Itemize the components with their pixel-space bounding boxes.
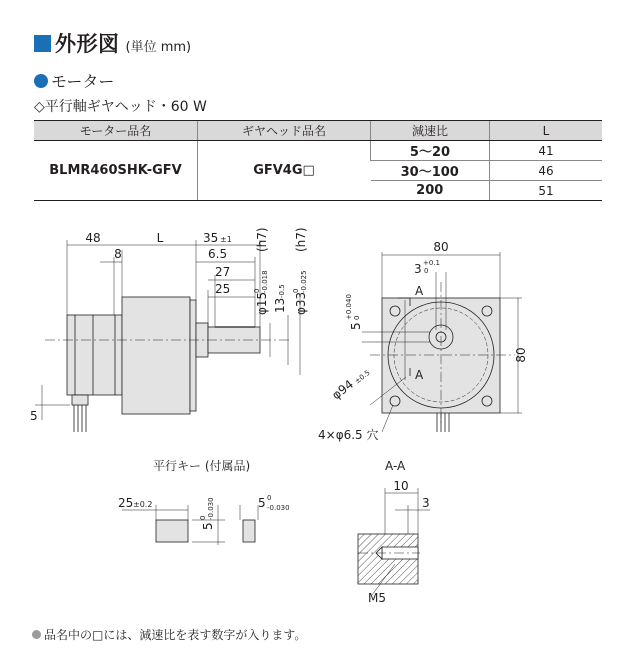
dim-35-tol: ±1 [220, 235, 232, 244]
gearhead-body [122, 297, 190, 414]
section-dim-3: 3 [422, 496, 430, 510]
ratio-cell: 30～100 [371, 161, 490, 181]
pilot-dia-fit: (h7) [294, 227, 308, 252]
footnote [32, 626, 306, 643]
ratio-cell: 5～20 [371, 141, 490, 161]
key-labels [118, 458, 290, 530]
header-l: L [490, 121, 603, 141]
footnote-text: 品名中の□には、減速比を表す数字が入ります。 [44, 628, 307, 642]
dim-8: 8 [114, 247, 122, 261]
gearhead-name: GFV4G□ [198, 141, 371, 201]
dim-80-top: 80 [433, 240, 449, 254]
dim-5-front: 5 [349, 322, 363, 330]
key-end-view [243, 520, 255, 542]
section-thread: M5 [368, 591, 386, 605]
section-label-top: A [415, 284, 424, 298]
key-top-view [156, 520, 188, 542]
shaft-dia-fit: (h7) [255, 227, 269, 252]
key-height-tol-top: 0 [267, 494, 272, 502]
dim-5-tol-top: +0.040 [345, 294, 353, 320]
section-heading-text: モーター [51, 72, 115, 91]
dim-5-side: 5 [30, 409, 38, 423]
section-dim-10: 10 [393, 479, 409, 493]
key-drawing [122, 505, 258, 545]
motor-name: BLMR460SHK-GFV [34, 141, 198, 201]
pilot-dia-tol-top: 0 [292, 288, 300, 293]
dim-25: 25 [215, 282, 231, 296]
dim-5-tol-bot: 0 [353, 315, 361, 320]
pcd-tol: ±0.5 [353, 368, 372, 386]
header-motor: モーター品名 [34, 121, 198, 141]
dim-80-side: 80 [514, 347, 528, 363]
section-aa-title: A-A [385, 459, 406, 473]
l-cell: 51 [490, 181, 603, 201]
key-length: 25 [118, 496, 134, 510]
page-title-text: 外形図 [55, 32, 120, 56]
dim-48: 48 [85, 231, 101, 245]
l-cell: 46 [490, 161, 603, 181]
dim-13: 13 [273, 297, 287, 313]
key-height-tol-bot: -0.030 [267, 504, 290, 512]
header-gearhead: ギヤヘッド品名 [198, 121, 371, 141]
shaft-dia-tol-bot: -0.018 [261, 270, 269, 293]
section-label-bottom: A [415, 368, 424, 382]
key-width: 5 [201, 522, 215, 530]
subsection-heading: ◇平行軸ギヤヘッド・60 W [34, 99, 207, 115]
front-view [362, 252, 522, 432]
key-height: 5 [258, 496, 266, 510]
dim-27: 27 [215, 265, 231, 279]
dim-3: 3 [414, 262, 422, 276]
ratio-cell: 200 [371, 181, 490, 201]
dim-3-tol-top: +0.1 [423, 259, 440, 267]
dim-l: L [156, 231, 164, 245]
holes-label: 4×φ6.5 穴 [318, 428, 379, 442]
side-view [35, 240, 300, 432]
dim-13-tol: -0.5 [278, 284, 286, 298]
key-length-tol: ±0.2 [133, 500, 153, 509]
key-width-tol-top: 0 [199, 515, 207, 520]
unit-label: (単位 mm) [125, 39, 192, 55]
pilot-dia: φ33 [294, 291, 308, 315]
dim-6-5: 6.5 [208, 247, 228, 261]
pilot-dia-tol-bot: -0.025 [300, 270, 308, 293]
dim-3-tol-bot: 0 [424, 267, 429, 275]
section-aa [358, 488, 430, 595]
pcd-label: φ94 [329, 377, 357, 403]
dim-35: 35 [203, 231, 219, 245]
key-width-tol-bot: -0.030 [207, 497, 215, 520]
shaft-dia-tol-top: 0 [253, 288, 261, 293]
l-cell: 41 [490, 141, 603, 161]
key-title: 平行キー (付属品) [153, 459, 251, 473]
header-ratio: 減速比 [371, 121, 490, 141]
note-dot-icon [32, 630, 41, 639]
shaft-dia: φ15 [255, 291, 269, 315]
